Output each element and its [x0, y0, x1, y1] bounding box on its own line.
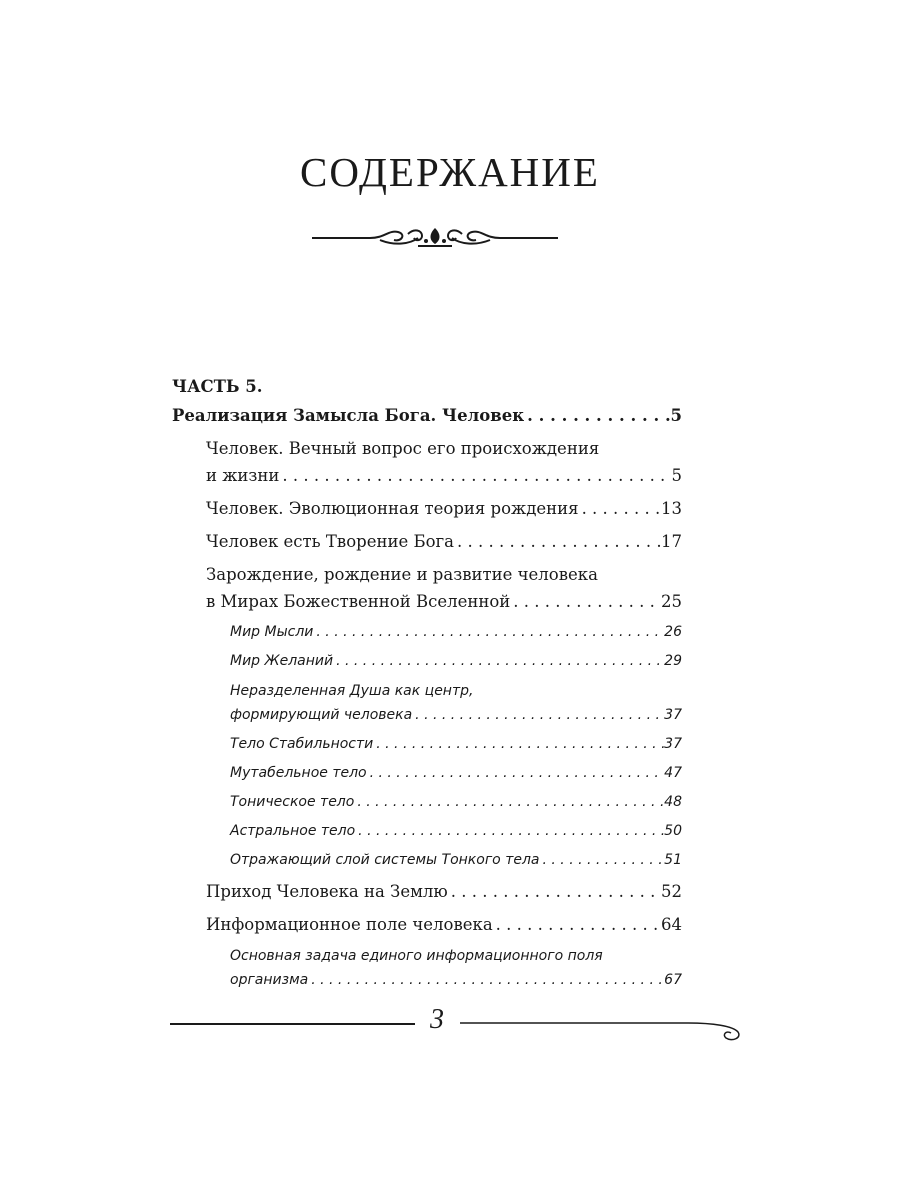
toc-subentry[interactable] — [172, 944, 682, 992]
toc-entry[interactable] — [172, 528, 682, 555]
toc-entry[interactable] — [172, 561, 682, 615]
toc-entry-page: 17 — [661, 532, 682, 551]
toc-subentry-page: 37 — [664, 736, 682, 752]
leader-dots — [279, 462, 671, 489]
toc-subentry[interactable] — [172, 761, 682, 785]
toc-entry-text: Человек. Эволюционная теория рождения — [206, 499, 579, 518]
toc-entry[interactable] — [172, 435, 682, 489]
toc-entry-text: Информационное поле человека — [206, 915, 493, 934]
toc-subentry-page: 47 — [664, 765, 682, 781]
leader-dots — [524, 402, 670, 429]
toc-entry-page: 13 — [661, 499, 682, 518]
leader-dots — [448, 878, 661, 905]
toc-entry[interactable] — [172, 911, 682, 938]
toc-entry-page: 25 — [661, 592, 682, 611]
toc-subentry-text: организма — [230, 972, 309, 988]
toc-subentry-text: Мир Желаний — [230, 653, 334, 669]
toc-subentry-text: Отражающий слой системы Тонкого тела — [230, 852, 540, 868]
leader-dots — [355, 819, 664, 843]
leader-dots — [579, 495, 661, 522]
toc-entry-text: Человек есть Творение Бога — [206, 532, 455, 551]
leader-dots — [367, 761, 665, 785]
footer-rule-left — [170, 1023, 415, 1025]
toc-subentry-text: Мир Мысли — [230, 624, 314, 640]
leader-dots — [412, 703, 664, 727]
leader-dots — [308, 968, 664, 992]
toc-subentry[interactable] — [172, 679, 682, 727]
leader-dots — [454, 528, 661, 555]
toc-entry-line1: Человек. Вечный вопрос его происхождения — [206, 439, 600, 458]
toc-entry-line1: Зарождение, рождение и развитие человека — [206, 565, 598, 584]
toc-entry-page: 52 — [661, 882, 682, 901]
toc-entry-page: 64 — [661, 915, 682, 934]
flourish-ornament-icon — [310, 220, 560, 254]
leader-dots — [540, 848, 665, 872]
leader-dots — [493, 911, 661, 938]
toc-subentry-text: Мутабельное тело — [230, 765, 367, 781]
page-title: СОДЕРЖАНИЕ — [300, 149, 600, 195]
toc-entry[interactable] — [172, 878, 682, 905]
toc-entry-text: в Мирах Божественной Вселенной — [206, 592, 511, 611]
toc-subentry-page: 51 — [664, 852, 682, 868]
toc-subentry-page: 26 — [664, 624, 682, 640]
toc-subentry-page: 50 — [664, 823, 682, 839]
toc-entry-page: 5 — [671, 466, 682, 485]
toc-subentry-text: формирующий человека — [230, 707, 413, 723]
toc-entry-text: и жизни — [206, 466, 280, 485]
toc-subentry-line1: Основная задача единого информационного поля — [230, 948, 603, 964]
leader-dots — [354, 790, 664, 814]
table-of-contents — [172, 372, 682, 992]
toc-subentry-page: 67 — [664, 972, 682, 988]
leader-dots — [333, 649, 664, 673]
toc-subentry[interactable] — [172, 649, 682, 673]
toc-subentry[interactable] — [172, 790, 682, 814]
toc-entry[interactable] — [172, 495, 682, 522]
toc-subentry-page: 29 — [664, 653, 682, 669]
toc-part-title[interactable] — [172, 402, 682, 429]
toc-subentry[interactable] — [172, 732, 682, 756]
toc-part-title-page: 5 — [670, 406, 682, 425]
toc-subentry-text: Тело Стабильности — [230, 736, 374, 752]
part-label: ЧАСТЬ 5. — [172, 377, 263, 396]
toc-subentry[interactable] — [172, 620, 682, 644]
toc-subentry[interactable] — [172, 819, 682, 843]
leader-dots — [313, 620, 664, 644]
toc-entry-text: Приход Человека на Землю — [206, 882, 448, 901]
page-number: 3 — [430, 1004, 444, 1035]
toc-subentry-text: Астральное тело — [230, 823, 356, 839]
leader-dots — [510, 588, 661, 615]
toc-part-title-text: Реализация Замысла Бога. Человек — [172, 406, 525, 425]
toc-subentry[interactable] — [172, 848, 682, 872]
toc-subentry-line1: Неразделенная Душа как центр, — [230, 683, 474, 699]
toc-subentry-text: Тоническое тело — [230, 794, 355, 810]
leader-dots — [373, 732, 664, 756]
toc-subentry-page: 48 — [664, 794, 682, 810]
toc-subentry-page: 37 — [664, 707, 682, 723]
footer-flourish-icon — [458, 1008, 743, 1042]
